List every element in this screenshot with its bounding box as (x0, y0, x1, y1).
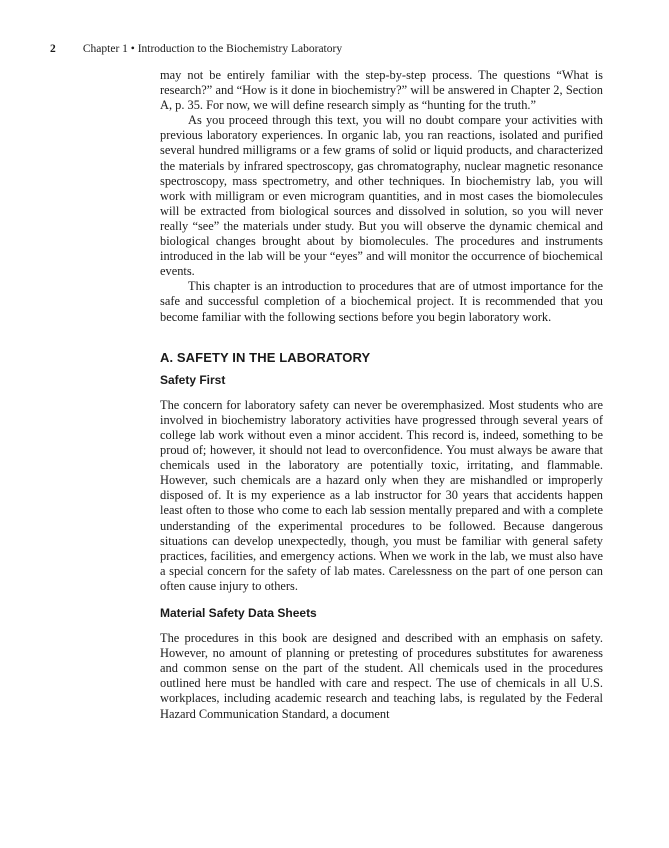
section-heading-safety: A. SAFETY IN THE LABORATORY (160, 349, 371, 365)
running-head (50, 43, 629, 55)
paragraph-comparison: As you proceed through this text, you will no doubt compare your activities with previous laboratory experiences. In organic lab, you ran reactions, isolated and purified several hundred milligrams or a few grams of solid or liquid products, and characterized the materials by infrared spectroscopy, gas chromatography, nuclear magnetic resonance spectroscopy, mass spectrometry, and other techniques. In biochemistry lab, you will work with milligram or even microgram quantities, and in most cases the biomolecules will be extracted from biological sources and dissolved in solution, so you will never really “see” the materials under study. But you will observe the dynamic chemical and biological changes brought about by biomolecules. The procedures and instruments introduced in the lab will be your “eyes” and will monitor the occurrence of biochemical events. (160, 113, 603, 279)
paragraph-chapter-intro: This chapter is an introduction to procedures that are of utmost importance for the safe and successful completion of a biochemical project. It is recommended that you become familiar with the following sections before you begin laboratory work. (160, 279, 603, 324)
page-content (160, 68, 603, 722)
paragraph-safety-first: The concern for laboratory safety can never be overemphasized. Most students who are involved in biochemistry laboratory activities have progressed through several years of college lab work without even a minor accident. This record is, indeed, something to be proud of; however, it should not lead to overconfidence. You must always be aware that chemicals used in the laboratory are potentially toxic, irritating, and flammable. However, such chemicals are a hazard only when they are mishandled or improperly disposed of. It is my experience as a lab instructor for 30 years that accidents happen least often to those who come to each lab session mentally prepared and with a complete understanding of the experimental procedures to be followed. Because dangerous situations can develop unexpectedly, though, you must be familiar with general safety practices, facilities, and emergency actions. When we work in the lab, we must also have a special concern for the safety of lab mates. Carelessness on the part of one person can often cause injury to others. (160, 397, 603, 593)
paragraph-intro-continuation: may not be entirely familiar with the step-by-step process. The questions “What is research?” and “How is it done in biochemistry?” will be answered in Chapter 2, Section A, p. 35. For now, we will define research simply as “hunting for the truth.” (160, 68, 603, 113)
paragraph-msds: The procedures in this book are designed and described with an emphasis on safety. However, no amount of planning or pretesting of procedures substitutes for awareness and common sense on the part of the student. All chemicals used in the procedures outlined here must be handled with care and respect. The use of chemicals in all U.S. workplaces, including academic research and teaching labs, is regulated by the Federal Hazard Communication Standard, a document (160, 631, 603, 721)
subheading-msds: Material Safety Data Sheets (160, 606, 317, 620)
chapter-label: Chapter 1 (82, 43, 128, 55)
bullet-separator: • (130, 43, 135, 55)
subheading-safety-first: Safety First (160, 372, 226, 387)
page-number: 2 (50, 43, 56, 55)
chapter-title: Introduction to the Biochemistry Laboratory (137, 43, 343, 55)
